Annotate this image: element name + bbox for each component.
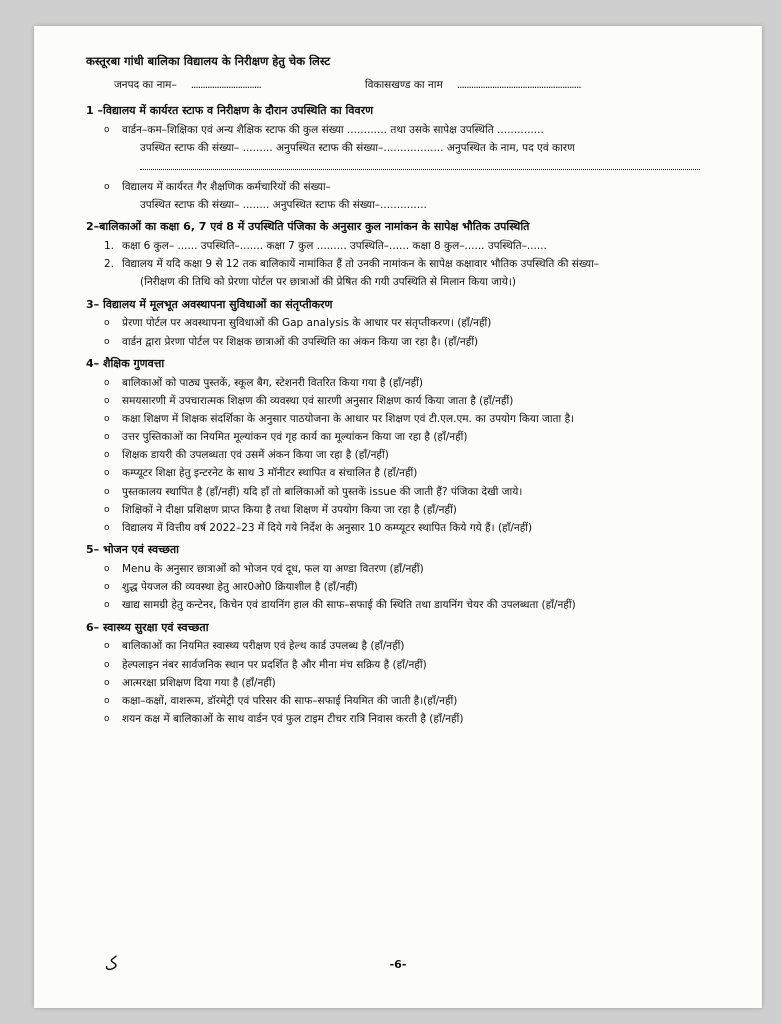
item-text: बालिकाओं को पाठ्य पुस्तकें, स्कूल बैग, स्टेशनरी वितरित किया गया है (हाँ/नहीं) xyxy=(122,376,423,389)
bullet-icon: o xyxy=(104,450,110,461)
checklist-item xyxy=(104,503,736,517)
section-heading: 4– शैक्षिक गुणवत्ता xyxy=(86,356,165,370)
checklist-item xyxy=(104,412,736,426)
bullet-icon: o xyxy=(104,695,110,706)
item-text: शुद्ध पेयजल की व्यवस्था हेतु आर0ओ0 क्रियाशील है (हाँ/नहीं) xyxy=(122,581,358,594)
item-text: शयन कक्ष में बालिकाओं के साथ वार्डन एवं फुल टाइम टीचर रात्रि निवास करती है (हाँ/नहीं) xyxy=(122,713,464,726)
item-text: प्रेरणा पोर्टल पर अवस्थापना सुविधाओं की Gap analysis के आधार पर संतृप्तीकरण। (हाँ/नहीं) xyxy=(122,317,492,330)
item-text: कक्षा 6 कुल– ...... उपस्थिति–....... कक्षा 7 कुल ......... उपस्थिति–...... कक्षा 8 कुल–...... उपस्थिति–...... xyxy=(122,240,547,253)
district-label: जनपद का नाम– xyxy=(114,78,177,91)
bullet-icon: o xyxy=(104,413,110,424)
item-text: विद्यालय में वित्तीय वर्ष 2022–23 में दिये गये निर्देश के अनुसार 10 कम्प्यूटर स्थापित किये गये हैं। (हाँ/नहीं) xyxy=(122,521,533,534)
section-heading: 6– स्वास्थ्य सुरक्षा एवं स्वच्छता xyxy=(86,620,209,634)
item-text: शिक्षिकों ने दीक्षा प्रशिक्षण प्राप्त किया है तथा शिक्षण में उपयोग किया जा रहा है (हाँ/नहीं) xyxy=(122,503,457,516)
item-text: वार्डन–कम–शिक्षिका एवं अन्य शैक्षिक स्टाफ की कुल संख्या ............ तथा उसके सापेक्ष उपस्थिति .............. xyxy=(122,123,544,136)
checklist-item xyxy=(104,239,736,253)
item-number: 1. xyxy=(104,240,115,253)
item-text: उत्तर पुस्तिकाओं का नियमित मूल्यांकन एवं गृह कार्य का मूल्यांकन किया जा रहा है (हाँ/नहीं) xyxy=(122,431,468,444)
bullet-icon: o xyxy=(104,522,110,533)
item-text: आत्मरक्षा प्रशिक्षण दिया गया है (हाँ/नहीं) xyxy=(122,676,276,689)
block-label: विकासखण्ड का नाम xyxy=(364,78,443,91)
section-heading: 5– भोजन एवं स्वच्छता xyxy=(86,543,179,557)
item-number: 2. xyxy=(104,258,115,271)
bullet-icon: o xyxy=(104,181,110,192)
bullet-icon: o xyxy=(104,124,110,135)
checklist-item xyxy=(140,198,736,212)
bullet-icon: o xyxy=(104,318,110,329)
checklist-item xyxy=(104,639,736,653)
bullet-icon: o xyxy=(104,659,110,670)
fill-line xyxy=(140,159,700,170)
bullet-icon: o xyxy=(104,714,110,725)
bullet-icon: o xyxy=(104,677,110,688)
item-text: विद्यालय में कार्यरत गैर शैक्षणिक कर्मचारियों की संख्या– xyxy=(122,180,331,193)
item-text: उपस्थित स्टाफ की संख्या– ......... अनुपस्थित स्टाफ की संख्या–.................. अनुपस्थित के नाम, पद एवं कारण xyxy=(140,141,575,154)
item-text: Menu के अनुसार छात्राओं को भोजन एवं दूध, फल या अण्डा वितरण (हाँ/नहीं) xyxy=(122,563,424,575)
checklist-item xyxy=(104,448,736,462)
checklist-item xyxy=(104,485,736,499)
bullet-icon: o xyxy=(104,468,110,479)
bullet-icon: o xyxy=(104,641,110,652)
bullet-icon: o xyxy=(104,432,110,443)
checklist-item xyxy=(104,335,736,349)
district-block-row xyxy=(114,78,736,92)
item-text: बालिकाओं का नियमित स्वास्थ्य परीक्षण एवं हेल्थ कार्ड उपलब्ध है (हाँ/नहीं) xyxy=(122,640,405,653)
sections-container xyxy=(86,104,736,727)
bullet-icon: o xyxy=(104,504,110,515)
checklist-item xyxy=(104,580,736,594)
section-heading: 1 –विद्यालय में कार्यरत स्टाफ व निरीक्षण के दौरान उपस्थिति का विवरण xyxy=(86,103,374,117)
item-text: शिक्षक डायरी की उपलब्धता एवं उसमें अंकन किया जा रहा है (हाँ/नहीं) xyxy=(122,449,389,462)
bullet-icon: o xyxy=(104,564,110,574)
checklist-item xyxy=(104,712,736,726)
checklist-item xyxy=(104,658,736,672)
item-text: (निरीक्षण की तिथि को प्रेरणा पोर्टल पर छात्राओं की प्रेषित की गयी उपस्थिति से मिलान किया जाये।) xyxy=(140,276,516,289)
district-dots: .............................. xyxy=(190,78,261,91)
bullet-icon: o xyxy=(104,600,110,611)
item-text: कक्षा–कक्षों, वाशरूम, डॉरमेट्री एवं परिसर की साफ–सफाई नियमित की जाती है।(हाँ/नहीं) xyxy=(122,694,458,707)
checklist-item xyxy=(104,123,736,137)
item-text: कक्षा शिक्षण में शिक्षक संदर्शिका के अनुसार पाठयोजना के आधार पर शिक्षण एवं टी.एल.एम. का उपयोग किया जाता है। xyxy=(122,412,575,425)
checklist-item xyxy=(104,376,736,390)
block-dots: ..................................................... xyxy=(456,78,581,91)
item-text: उपस्थित स्टाफ की संख्या– ........ अनुपस्थित स्टाफ की संख्या–.............. xyxy=(140,199,427,212)
checklist-item xyxy=(104,598,736,612)
bullet-icon: o xyxy=(104,486,110,497)
item-text: खाद्य सामग्री हेतु कन्टेनर, किचेन एवं डायनिंग हाल की साफ–सफाई की स्थिति तथा डायनिंग चेयर की उपलब्धता (हाँ/नहीं) xyxy=(122,599,576,612)
item-text: विद्यालय में यदि कक्षा 9 से 12 तक बालिकायें नामांकित हैं तो उनकी नामांकन के सापेक्ष कक्षावार भौतिक उपस्थिति की संख्या– xyxy=(122,258,600,271)
bullet-icon: o xyxy=(104,336,110,347)
bullet-icon: o xyxy=(104,377,110,388)
signature-mark: ک xyxy=(101,952,121,975)
item-text: वार्डन द्वारा प्रेरणा पोर्टल पर शिक्षक छात्राओं की उपस्थिति का अंकन किया जा रहा है। (हाँ/नहीं) xyxy=(122,335,479,348)
item-text: हेल्पलाइन नंबर सार्वजनिक स्थान पर प्रदर्शित है और मीना मंच सक्रिय है (हाँ/नहीं) xyxy=(122,658,427,671)
page-number: -6- xyxy=(389,958,407,971)
checklist-item xyxy=(104,694,736,708)
section-heading: 3– विद्यालय में मूलभूत अवस्थापना सुविधाओं का संतृप्तीकरण xyxy=(86,297,333,311)
checklist-item xyxy=(104,521,736,535)
item-text: पुस्तकालय स्थापित है (हाँ/नहीं) यदि हाँ तो बालिकाओं को पुस्तकें issue की जाती हैं? पंजिका देखी जाये। xyxy=(122,485,523,498)
checklist-item xyxy=(104,430,736,444)
checklist-item xyxy=(104,180,736,194)
bullet-icon: o xyxy=(104,582,110,593)
item-text: समयसारणी में उपचारात्मक शिक्षण की व्यवस्था एवं सारणी अनुसार शिक्षण कार्य किया जाता है (हाँ/नहीं) xyxy=(122,394,514,407)
section-heading: 2–बालिकाओं का कक्षा 6, 7 एवं 8 में उपस्थिति पंजिका के अनुसार कुल नामांकन के सापेक्ष भौतिक उपस्थिति xyxy=(86,220,530,234)
checklist-item xyxy=(104,257,736,271)
checklist-item xyxy=(140,141,736,155)
document-page xyxy=(34,26,762,1008)
checklist-item xyxy=(104,676,736,690)
checklist-item xyxy=(104,394,736,408)
checklist-item xyxy=(140,275,736,289)
document-title: कस्तूरबा गांधी बालिका विद्यालय के निरीक्षण हेतु चेक लिस्ट xyxy=(86,54,331,68)
checklist-item xyxy=(104,316,736,330)
checklist-content xyxy=(86,54,736,730)
item-text: कम्प्यूटर शिक्षा हेतु इन्टरनेट के साथ 3 मॉनीटर स्थापित व संचालित है (हाँ/नहीं) xyxy=(122,467,418,480)
checklist-item xyxy=(104,562,736,576)
bullet-icon: o xyxy=(104,395,110,406)
checklist-item xyxy=(104,466,736,480)
